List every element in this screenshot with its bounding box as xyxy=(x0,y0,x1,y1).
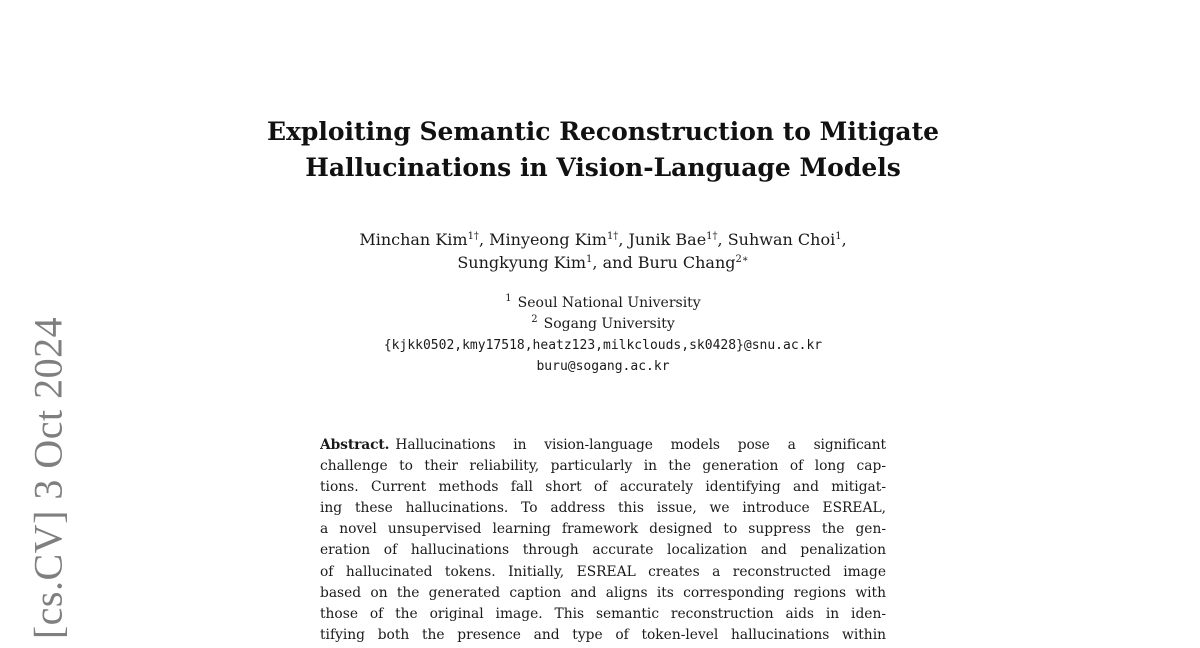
affiliation-1 xyxy=(200,293,1006,314)
email-line-1 xyxy=(200,335,1006,356)
email-snu[interactable]: {kjkk0502,kmy17518,heatz123,milkclouds,sk0428}@snu.ac.kr xyxy=(383,338,823,353)
author-name: Buru Chang xyxy=(637,253,736,272)
author-separator: , xyxy=(841,230,847,249)
author-name: Sungkyung Kim xyxy=(457,253,587,272)
affiliation-block xyxy=(200,293,1006,377)
affiliation-2 xyxy=(200,314,1006,335)
email-sogang[interactable]: buru@sogang.ac.kr xyxy=(536,359,670,374)
author-name: Minyeong Kim xyxy=(489,230,607,249)
author-name: Junik Bae xyxy=(628,230,707,249)
abstract-line: tions. Current methods fall short of accurately identifying and mitigat- xyxy=(320,479,886,496)
affiliation-mark: 2 xyxy=(531,314,538,325)
author-affiliation-mark: 2∗ xyxy=(735,254,749,265)
author-affiliation-mark: 1† xyxy=(706,231,718,242)
author-list xyxy=(200,228,1006,274)
affiliation-name: Seoul National University xyxy=(517,295,701,311)
abstract-keyword: Abstract. xyxy=(320,437,390,453)
author-affiliation-mark: 1 xyxy=(586,254,593,265)
author-line-2 xyxy=(200,251,1006,274)
author-affiliation-mark: 1† xyxy=(467,231,479,242)
affiliation-name: Sogang University xyxy=(543,316,675,332)
abstract-line: ing these hallucinations. To address this issue, we introduce ESREAL, xyxy=(320,500,886,517)
title-line-2: Hallucinations in Vision-Language Models xyxy=(305,153,901,182)
author-separator: , xyxy=(618,230,629,249)
author-name: Minchan Kim xyxy=(359,230,468,249)
abstract-block xyxy=(320,435,886,646)
abstract-line: those of the original image. This semantic reconstruction aids in iden- xyxy=(320,605,886,622)
abstract-line-text: Hallucinations in vision-language models pose a significant xyxy=(395,437,886,453)
abstract-line: based on the generated caption and aligns its corresponding regions with xyxy=(320,584,886,601)
affiliation-mark: 1 xyxy=(505,293,512,304)
author-line-1 xyxy=(200,228,1006,251)
arxiv-side-stamp: [cs.CV] 3 Oct 2024 xyxy=(25,316,71,640)
author-separator: , xyxy=(478,230,490,249)
author-affiliation-mark: 1† xyxy=(606,231,619,242)
abstract-line: of hallucinated tokens. Initially, ESREAL creates a reconstructed image xyxy=(320,563,886,580)
email-line-2 xyxy=(200,356,1006,377)
author-separator: , xyxy=(717,230,728,249)
abstract-line: challenge to their reliability, particularly in the generation of long cap- xyxy=(320,458,886,475)
author-separator: , and xyxy=(592,253,638,272)
abstract-line: tifying both the presence and type of token-level hallucinations within xyxy=(320,626,886,643)
abstract-line: a novel unsupervised learning framework designed to suppress the gen- xyxy=(320,521,886,538)
author-affiliation-mark: 1 xyxy=(835,231,842,242)
title-line-1: Exploiting Semantic Reconstruction to Mitigate xyxy=(266,117,940,146)
abstract-line: eration of hallucinations through accurate localization and penalization xyxy=(320,542,886,559)
abstract-line xyxy=(320,435,886,456)
paper-title xyxy=(200,114,1006,186)
author-name: Suhwan Choi xyxy=(727,230,836,249)
